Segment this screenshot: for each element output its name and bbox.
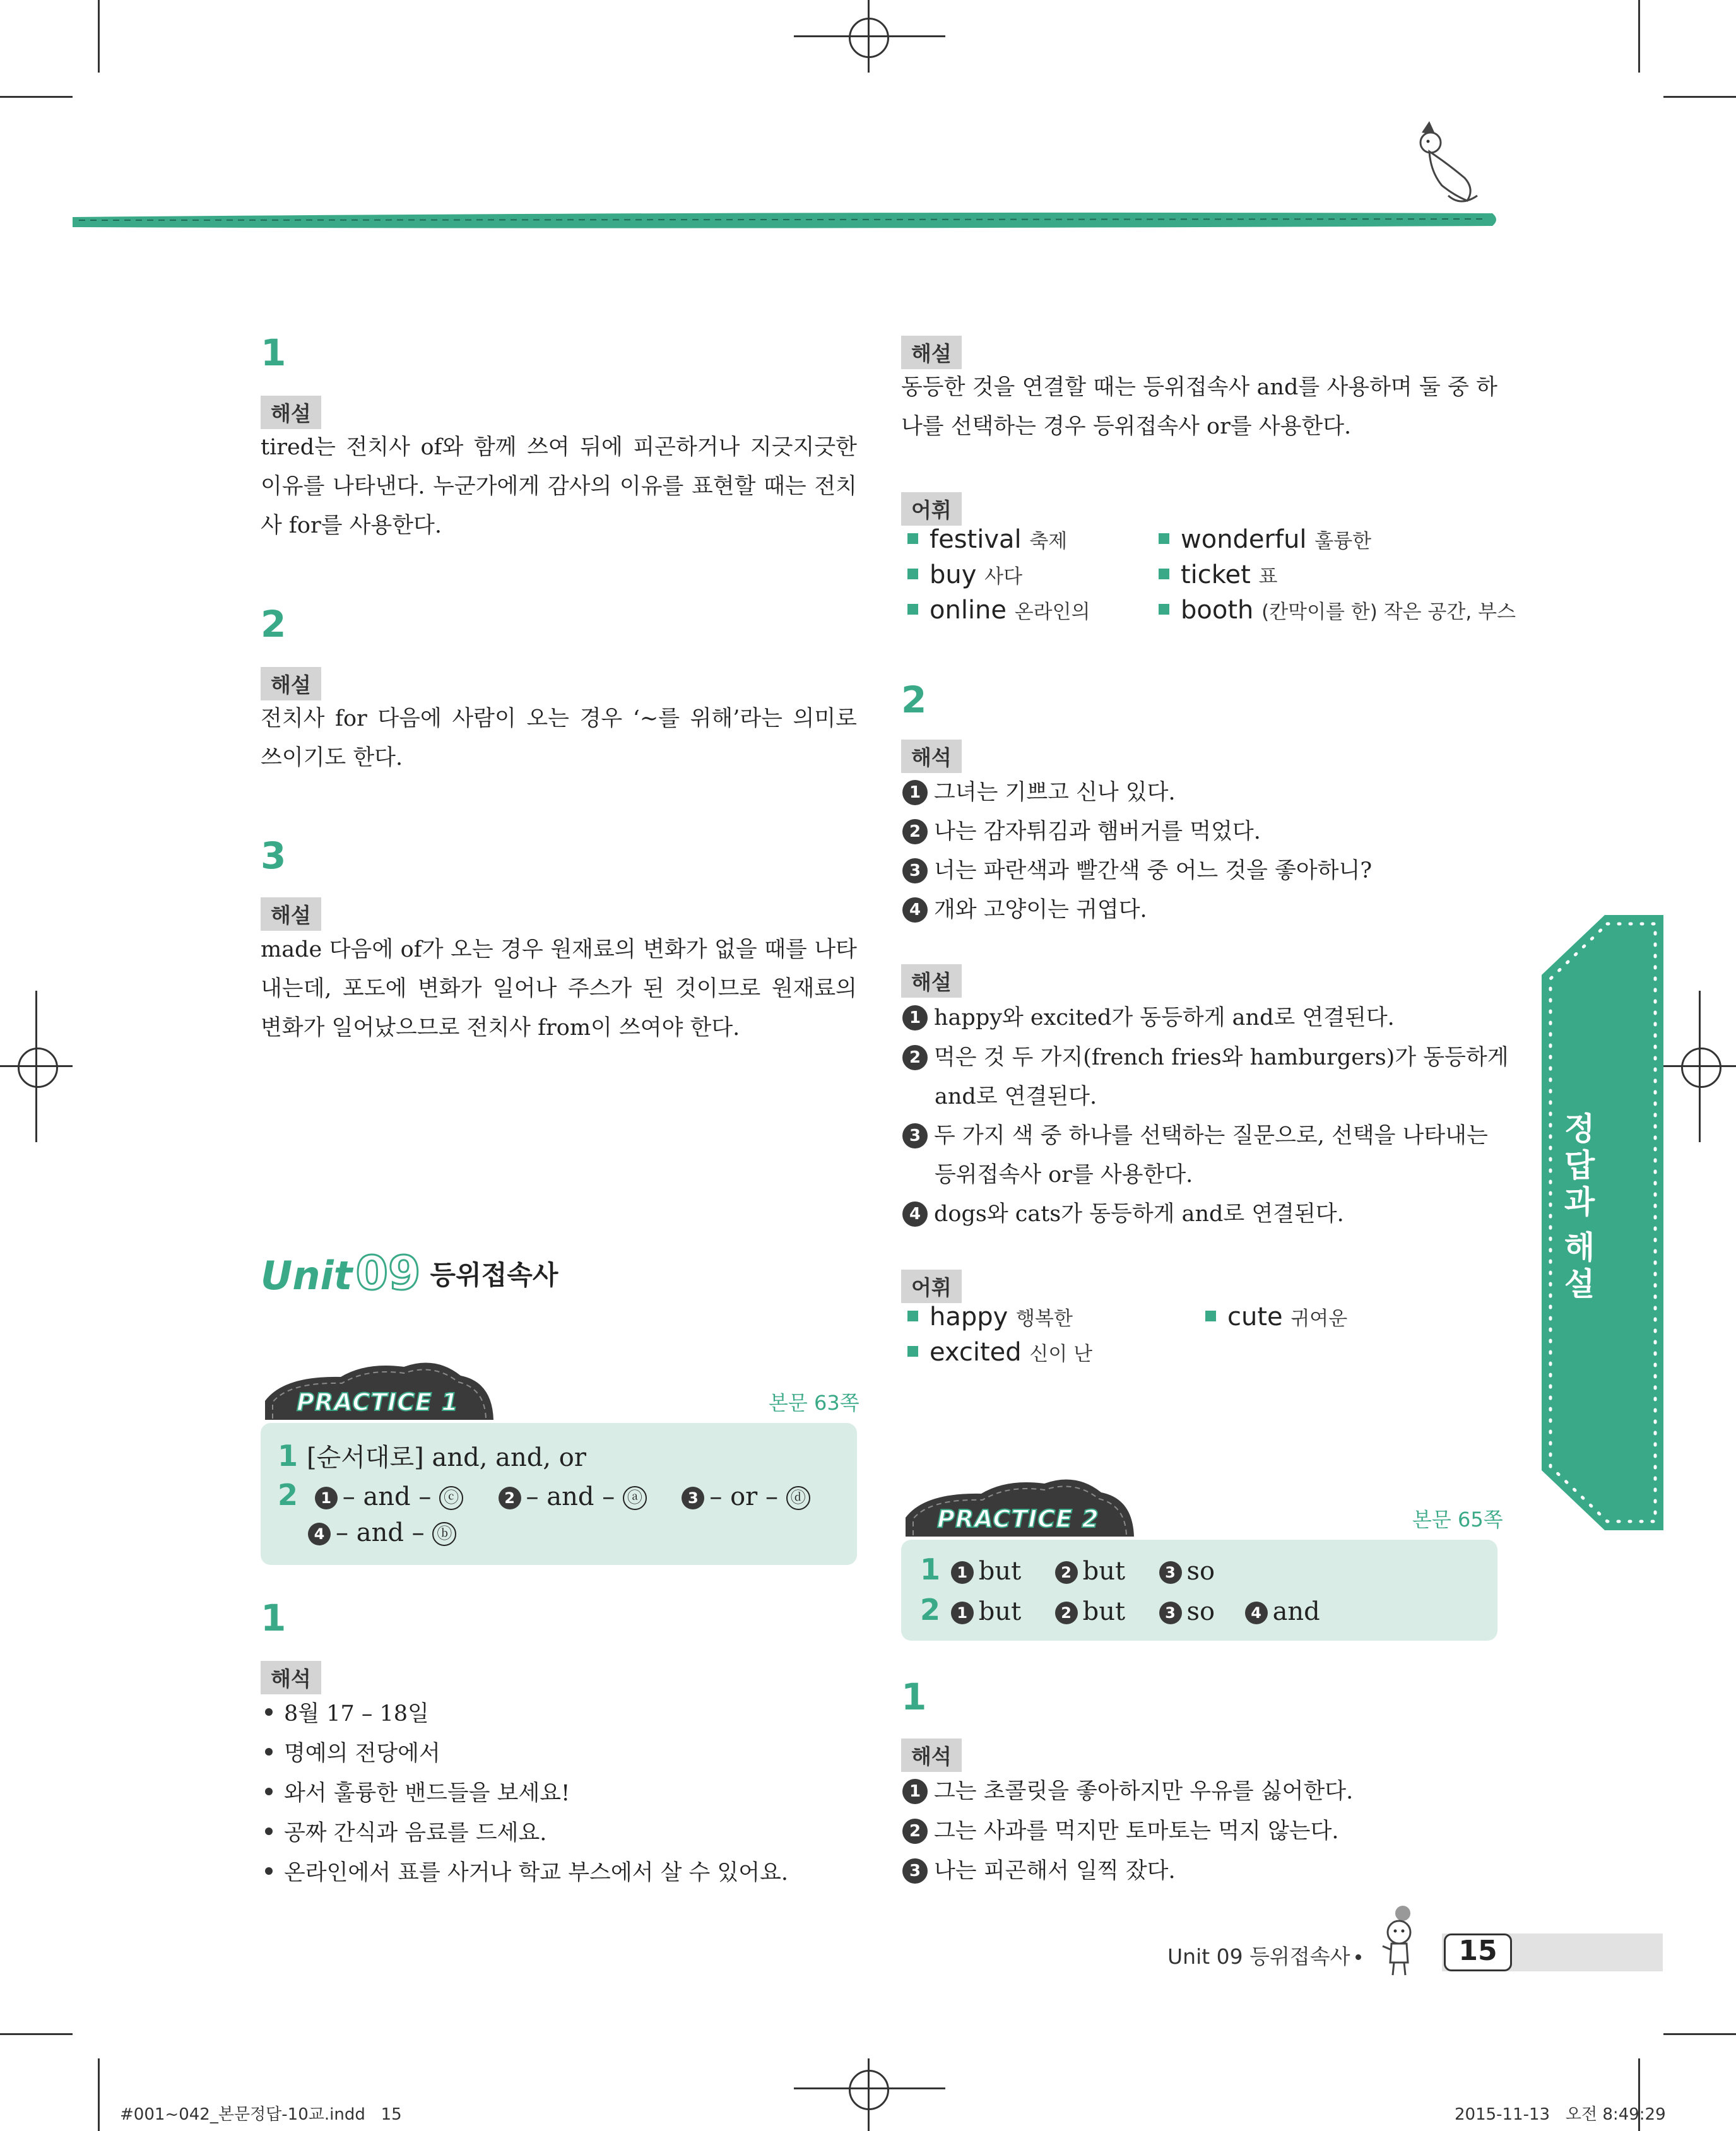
question-number: 2 — [901, 678, 927, 721]
vocab-item: wonderful 훌륭한 — [1159, 525, 1371, 554]
number-badge: 3 — [682, 1487, 704, 1509]
unit-title: 등위접속사 — [430, 1260, 558, 1290]
question-number: 1 — [261, 331, 286, 374]
answer-text: – or – — [709, 1482, 778, 1511]
list-item: 8월 17 – 18일 — [265, 1694, 429, 1733]
answer-number: 2 — [920, 1593, 941, 1627]
answer-text: – and – — [336, 1518, 425, 1547]
list-item: 명예의 전당에서 — [265, 1734, 440, 1773]
answer-number: 2 — [278, 1478, 298, 1512]
answer-line — [278, 1437, 586, 1473]
slug-filename: #001~042_본문정답-10교.indd 15 — [120, 2105, 402, 2124]
explanation-tag: 해설 — [261, 667, 321, 700]
number-badge: 1 — [951, 1561, 974, 1584]
choice-letter: ⓓ — [786, 1486, 810, 1510]
list-item: 와서 훌륭한 밴드들을 보세요! — [265, 1774, 570, 1813]
vocab-item: cute 귀여운 — [1205, 1302, 1347, 1331]
vocab-tag: 어휘 — [901, 1270, 962, 1303]
square-bullet-icon — [1159, 533, 1169, 544]
number-badge: 1 — [902, 780, 928, 805]
translation-tag: 해석 — [901, 740, 962, 773]
vocab-tag: 어휘 — [901, 492, 962, 526]
question-number: 1 — [261, 1597, 286, 1639]
explanation-tag: 해설 — [901, 336, 962, 369]
number-badge: 4 — [308, 1523, 331, 1545]
vocab-item: happy 행복한 — [907, 1302, 1073, 1331]
number-badge: 1 — [902, 1779, 928, 1804]
page-number: 15 — [1458, 1935, 1497, 1967]
square-bullet-icon — [907, 533, 918, 544]
list-item: 3 두 가지 색 중 하나를 선택하는 질문으로, 선택을 나타내는 — [902, 1116, 1488, 1155]
unit-word: Unit — [261, 1253, 353, 1299]
bullet-icon — [1355, 1954, 1361, 1960]
list-item: 2 나는 감자튀김과 햄버거를 먹었다. — [902, 812, 1261, 851]
list-item: 1 happy와 excited가 동등하게 and로 연결된다. — [902, 998, 1395, 1037]
number-badge: 3 — [902, 1123, 928, 1148]
number-badge: 4 — [1245, 1602, 1268, 1624]
answer-line — [308, 1518, 456, 1547]
vocab-item: booth (칸막이를 한) 작은 공간, 부스 — [1159, 596, 1516, 625]
number-badge: 2 — [902, 1819, 928, 1844]
choice-letter: ⓐ — [623, 1486, 647, 1510]
explanation-text: made 다음에 of가 오는 경우 원재료의 변화가 없을 때를 나타내는데, 포도에 변화가 일어나 주스가 된 것이므로 원재료의 변화가 일어났으므로 전치사 from이 쓰여야 한다. — [261, 937, 857, 1041]
unit-heading — [261, 1246, 558, 1301]
number-badge: 3 — [902, 858, 928, 883]
square-bullet-icon — [1205, 1311, 1216, 1321]
fox-mascot-icon — [1404, 120, 1480, 208]
registration-mark — [1681, 1048, 1721, 1088]
answer-text: – and – — [342, 1482, 432, 1511]
explanation-tag: 해설 — [901, 964, 962, 998]
explanation-text: 전치사 for 다음에 사람이 오는 경우 ‘~를 위해’라는 의미로 쓰이기도 한다. — [261, 706, 857, 770]
square-bullet-icon — [907, 1346, 918, 1357]
number-badge: 4 — [902, 897, 928, 923]
answer-line: 1 1 but 2 but 3 so — [920, 1552, 1215, 1586]
list-item: 1 그녀는 기쁘고 신나 있다. — [902, 773, 1176, 812]
answer-number: 1 — [920, 1552, 941, 1586]
question-number: 1 — [901, 1675, 927, 1718]
list-item: 2 먹은 것 두 가지(french fries와 hamburgers)가 동등하게 — [902, 1038, 1509, 1077]
bullet-icon — [265, 1788, 273, 1795]
crop-mark — [98, 2058, 100, 2131]
square-bullet-icon — [1159, 569, 1169, 579]
registration-mark — [849, 18, 889, 58]
crop-mark — [1663, 2033, 1736, 2035]
answer-line — [278, 1478, 810, 1512]
bullet-icon — [265, 1748, 273, 1756]
square-bullet-icon — [907, 604, 918, 615]
page-reference: 본문 65쪽 — [1412, 1508, 1503, 1532]
answer-number: 1 — [278, 1439, 298, 1473]
choice-letter: ⓑ — [432, 1522, 456, 1546]
translation-tag: 해석 — [261, 1661, 321, 1694]
answer-line: 2 1 but 2 but 3 so 4 and — [920, 1593, 1320, 1627]
list-item: 3 너는 파란색과 빨간색 중 어느 것을 좋아하니? — [902, 851, 1372, 890]
side-tab — [1542, 915, 1663, 1530]
vocab-item: excited 신이 난 — [907, 1338, 1092, 1367]
square-bullet-icon — [907, 1311, 918, 1321]
list-item: 4 개와 고양이는 귀엽다. — [902, 890, 1147, 930]
list-item: 1 그는 초콜릿을 좋아하지만 우유를 싫어한다. — [902, 1772, 1353, 1811]
list-item: 4 dogs와 cats가 동등하게 and로 연결된다. — [902, 1195, 1344, 1234]
translation-tag: 해석 — [901, 1738, 962, 1772]
list-item: 3 나는 피곤해서 일찍 잤다. — [902, 1851, 1176, 1891]
explanation-text: 동등한 것을 연결할 때는 등위접속사 and를 사용하며 둘 중 하나를 선택하는 경우 등위접속사 or를 사용한다. — [901, 375, 1497, 439]
practice-label: PRACTICE 1 — [297, 1388, 459, 1416]
crop-mark — [1638, 0, 1640, 73]
number-badge: 2 — [902, 1045, 928, 1070]
page-reference: 본문 63쪽 — [769, 1391, 859, 1415]
vocab-item: online 온라인의 — [907, 596, 1090, 625]
vocab-item: festival 축제 — [907, 525, 1067, 554]
vocab-item: buy 사다 — [907, 560, 1022, 589]
vocab-item: ticket 표 — [1159, 560, 1278, 589]
number-badge: 2 — [1055, 1602, 1078, 1624]
list-item: 공짜 간식과 음료를 드세요. — [265, 1814, 546, 1853]
number-badge: 2 — [499, 1487, 521, 1509]
header-band — [73, 208, 1499, 233]
explanation-tag: 해설 — [261, 897, 321, 931]
explanation-tag: 해설 — [261, 396, 321, 429]
slug-timestamp: 2015-11-13 오전 8:49:29 — [1455, 2105, 1666, 2124]
number-badge: 1 — [951, 1602, 974, 1624]
number-badge: 3 — [1159, 1561, 1182, 1584]
question-number: 2 — [261, 603, 286, 646]
square-bullet-icon — [1159, 604, 1169, 615]
registration-mark — [849, 2070, 889, 2110]
explanation-text: tired는 전치사 of와 함께 쓰여 뒤에 피곤하거나 지긋지긋한 이유를 나타낸다. 누군가에게 감사의 이유를 표현할 때는 전치사 for를 사용한다. — [261, 435, 857, 538]
registration-mark — [18, 1048, 58, 1088]
crop-mark — [0, 96, 73, 98]
unit-number: 09 — [355, 1246, 421, 1301]
list-item-continuation: and로 연결된다. — [935, 1084, 1097, 1109]
mascot-figure-icon — [1379, 1904, 1423, 1980]
crop-mark — [0, 2033, 73, 2035]
number-badge: 3 — [1159, 1602, 1182, 1624]
crop-mark — [1663, 96, 1736, 98]
number-badge: 1 — [902, 1005, 928, 1030]
practice-label: PRACTICE 2 — [937, 1505, 1099, 1533]
bullet-icon — [265, 1827, 273, 1835]
choice-letter: ⓒ — [439, 1486, 463, 1510]
bullet-icon — [265, 1708, 273, 1716]
bullet-icon — [265, 1867, 273, 1875]
number-badge: 4 — [902, 1201, 928, 1227]
list-item: 온라인에서 표를 사거나 학교 부스에서 살 수 있어요. — [265, 1853, 788, 1892]
list-item-continuation: 등위접속사 or를 사용한다. — [935, 1162, 1193, 1188]
number-badge: 2 — [1055, 1561, 1078, 1584]
list-item: 2 그는 사과를 먹지만 토마토는 먹지 않는다. — [902, 1812, 1339, 1851]
number-badge: 3 — [902, 1858, 928, 1884]
square-bullet-icon — [907, 569, 918, 579]
answer-text: [순서대로] and, and, or — [307, 1443, 586, 1472]
number-badge: 1 — [315, 1487, 338, 1509]
crop-mark — [98, 0, 100, 73]
answer-text: – and – — [526, 1482, 615, 1511]
footer-unit: Unit 09 등위접속사 — [1167, 1940, 1361, 1970]
number-badge: 2 — [902, 819, 928, 844]
question-number: 3 — [261, 834, 286, 877]
side-tab-label: 정 답 과 해 설 — [1564, 1111, 1595, 1302]
